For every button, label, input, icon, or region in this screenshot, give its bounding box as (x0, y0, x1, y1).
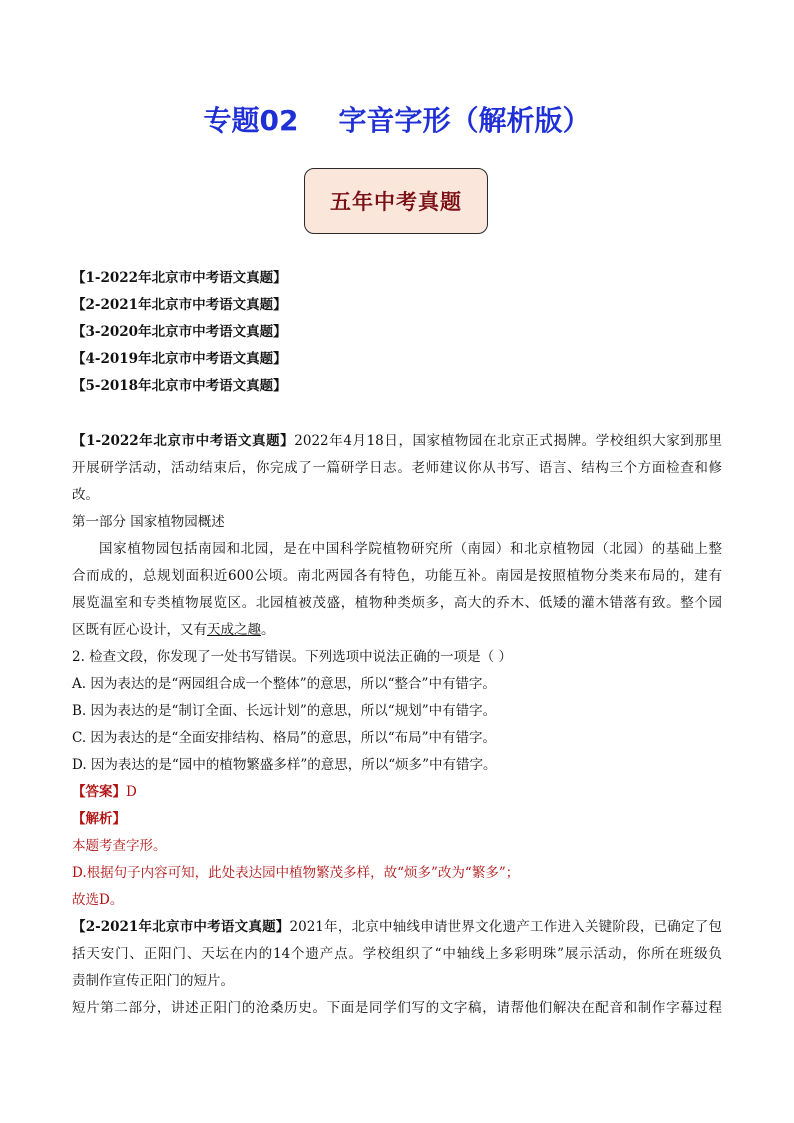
section-badge: 五年中考真题 (304, 168, 488, 234)
passage-line: 区既有匠心设计，又有天成之趣。 (72, 622, 275, 638)
toc-item[interactable]: 【4-2019年北京市中考语文真题】 (72, 351, 287, 367)
answer-value: D (126, 784, 137, 800)
analysis-text: D.根据句子内容可知，此处表达园中植物繁茂多样，故“烦多”改为“繁多”； (72, 865, 520, 881)
toc-item[interactable]: 【3-2020年北京市中考语文真题】 (72, 324, 287, 340)
question-1-intro-line: 改。 (72, 487, 99, 503)
option-d: D. 因为表达的是“园中的植物繁盛多样”的意思，所以“烦多”中有错字。 (72, 757, 497, 773)
table-of-contents (72, 265, 287, 400)
section-heading: 第一部分 国家植物园概述 (72, 514, 225, 530)
title-topic-name: 字音字形（解析版） (338, 104, 591, 137)
toc-item[interactable]: 【2-2021年北京市中考语文真题】 (72, 297, 287, 313)
analysis-text: 本题考查字形。 (72, 838, 167, 854)
passage-line: 合而成的，总规划面积近600公顷。南北两园各有特色，功能互补。南园是按照植物分类来布局的，建有 (72, 568, 722, 584)
document-body (72, 428, 722, 1022)
question-2-intro-line: 短片第二部分，讲述正阳门的沧桑历史。下面是同学们写的文字稿，请帮他们解决在配音和制作字幕过程 (72, 1000, 722, 1016)
question-1-intro-line: 开展研学活动，活动结束后，你完成了一篇研学日志。老师建议你从书写、语言、结构三个方面检查和修 (72, 460, 722, 476)
passage-line: 展览温室和专类植物展览区。北园植被茂盛，植物种类烦多，高大的乔木、低矮的灌木错落有致。整个园 (72, 595, 722, 611)
question-1-tag: 【1-2022年北京市中考语文真题】 (72, 433, 295, 449)
analysis-text: 故选D。 (72, 892, 124, 908)
toc-item[interactable]: 【5-2018年北京市中考语文真题】 (72, 378, 287, 394)
question-2-intro-line: 【2-2021年北京市中考语文真题】2021年，北京中轴线申请世界文化遗产工作进入关键阶段，已确定了包 (72, 919, 722, 935)
answer (72, 779, 722, 806)
analysis-label: 【解析】 (72, 811, 126, 827)
title-topic-number: 专题02 (203, 104, 299, 137)
question-2-intro-line: 括天安门、正阳门、天坛在内的14个遗产点。学校组织了“中轴线上多彩明珠”展示活动，你所在班级负 (72, 946, 722, 962)
question-2-intro-line: 责制作宣传正阳门的短片。 (72, 973, 234, 989)
answer-label: 【答案】 (72, 784, 126, 800)
option-c: C. 因为表达的是“全面安排结构、格局”的意思，所以“布局”中有错字。 (72, 730, 497, 746)
underlined-phrase: 天成之趣 (207, 622, 261, 638)
option-a: A. 因为表达的是“两园组合成一个整体”的意思，所以“整合”中有错字。 (72, 676, 496, 692)
option-b: B. 因为表达的是“制订全面、长远计划”的意思，所以“规划”中有错字。 (72, 703, 497, 719)
passage-line: 国家植物园包括南园和北园，是在中国科学院植物研究所（南园）和北京植物园（北园）的基础上整 (99, 541, 722, 557)
toc-item[interactable]: 【1-2022年北京市中考语文真题】 (72, 270, 287, 286)
question-1-intro-line: 【1-2022年北京市中考语文真题】2022年4月18日，国家植物园在北京正式揭牌。学校组织大家到那里 (72, 433, 722, 449)
document-title (0, 101, 794, 141)
question-2-tag: 【2-2021年北京市中考语文真题】 (72, 919, 290, 935)
question-stem: 2. 检查文段，你发现了一处书写错误。下列选项中说法正确的一项是（ ） (72, 649, 512, 665)
